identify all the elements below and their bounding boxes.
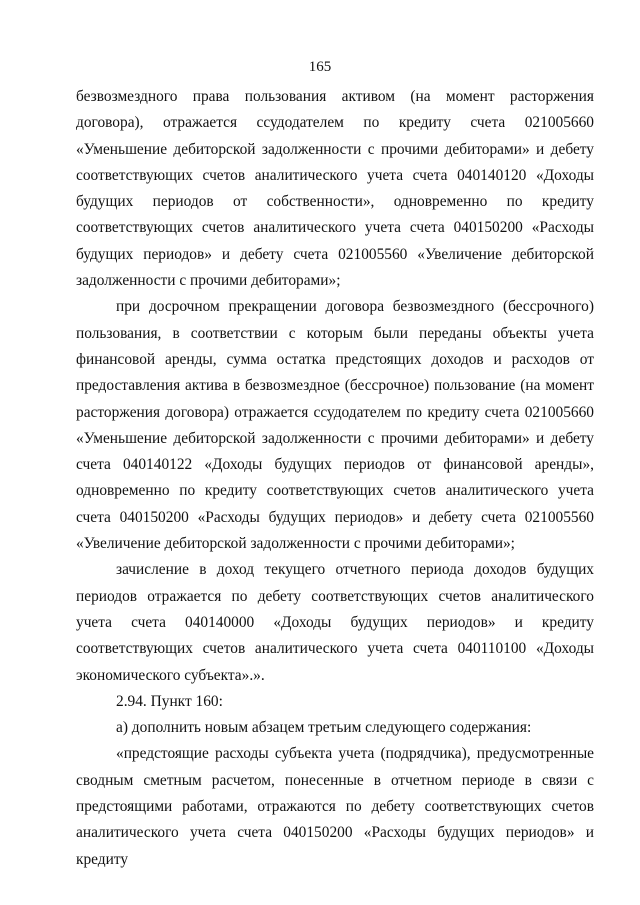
paragraph-amendment-text: «предстоящие расходы субъекта учета (подрядчика), предусмотренные сводным сметным расчетом, понесенные в отчетном периоде в связи с предстоящими работами, отражаются по дебету соответствующих счетов аналитического учета счета 040150200 «Расходы будущих периодов» и кредиту [76, 745, 594, 868]
paragraph-income-recognition: зачисление в доход текущего отчетного периода доходов будущих периодов отражается по дебету соответствующих счетов аналитического учета счета 040140000 «Доходы будущих периодов» и кредиту соответствующих счетов аналитического учета счета 040110100 «Доходы экономического субъекта».». [76, 561, 594, 684]
paragraph-early-termination: при досрочном прекращении договора безвозмездного (бессрочного) пользования, в соответствии с которым были переданы объекты учета финансовой аренды, сумма остатка предстоящих доходов и расходов от предоставления актива в безвозмездное (бессрочное) пользование (на момент расторжения договора) отражается ссудодателем по кредиту счета 021005660 «Уменьшение дебиторской задолженности с прочими дебиторами» и дебету счета 040140122 «Доходы будущих периодов от финансовой аренды», одновременно по кредиту соответствующих счетов аналитического учета счета 040150200 «Расходы будущих периодов» и дебету счета 021005560 «Увеличение дебиторской задолженности с прочими дебиторами»; [76, 298, 594, 553]
paragraph-item-heading: 2.94. Пункт 160: [116, 692, 223, 710]
paragraph-amendment-intro: а) дополнить новым абзацем третьим следующего содержания: [116, 719, 532, 737]
page-number: 165 [308, 59, 332, 75]
paragraph-continuation: безвозмездного права пользования активом (на момент расторжения договора), отражается ссудодателем по кредиту счета 021005660 «Уменьшение дебиторской задолженности с прочими дебиторами» и дебету соответствующих счетов аналитического учета счета 040140120 «Доходы будущих периодов от собственности», одновременно по кредиту соответствующих счетов аналитического учета счета 040150200 «Расходы будущих периодов» и дебету счета 021005560 «Увеличение дебиторской задолженности с прочими дебиторами»; [76, 88, 594, 290]
document-body [76, 84, 594, 873]
